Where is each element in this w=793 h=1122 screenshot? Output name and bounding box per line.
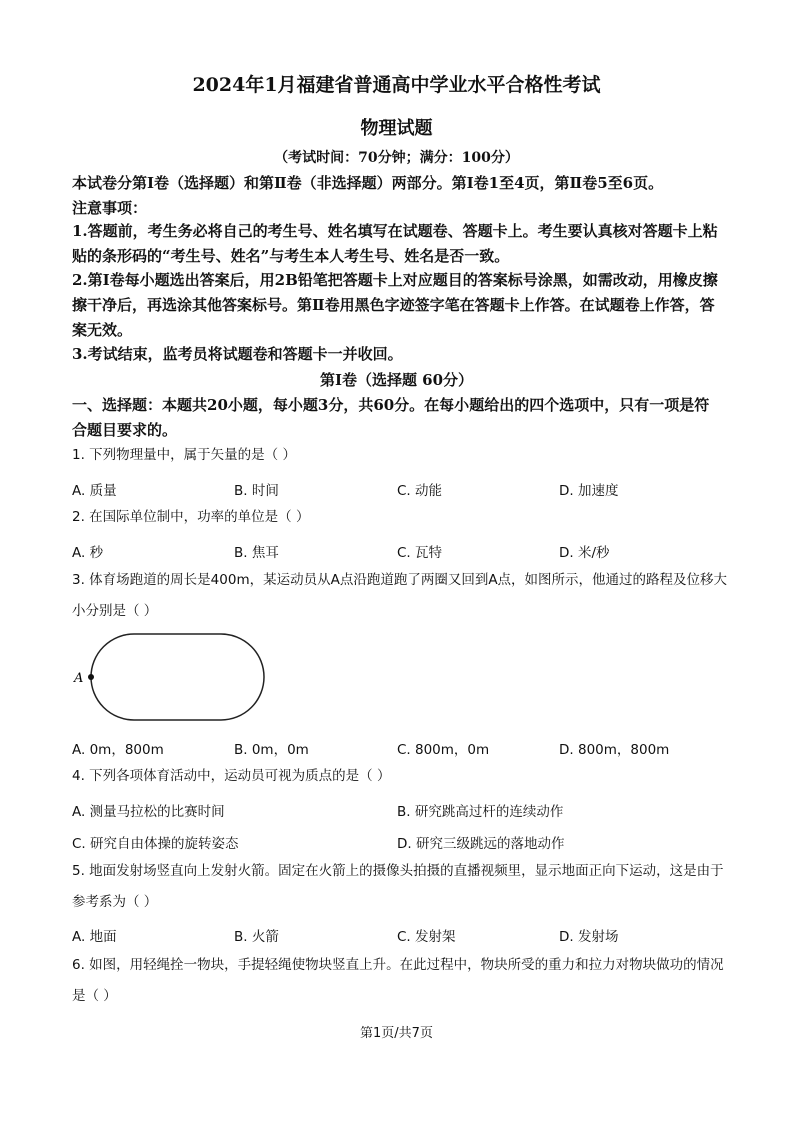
question-2-option-b[interactable]: B. 焦耳	[234, 545, 279, 561]
question-4-option-d[interactable]: D. 研究三级跳远的落地动作	[397, 836, 565, 852]
question-1-option-c[interactable]: C. 动能	[397, 483, 443, 499]
question-3-stem: 3. 体育场跑道的周长是400m，某运动员从A点沿跑道跑了两圈又回到A点，如图所示，他通过的路程及位移大小分别是（ ）	[72, 572, 728, 619]
question-4-option-c[interactable]: C. 研究自由体操的旋转姿态	[72, 836, 239, 852]
page-number: 第1页/共7页	[360, 1026, 433, 1041]
question-3-option-c[interactable]: C. 800m，0m	[397, 742, 490, 758]
question-2-option-a[interactable]: A. 秒	[72, 545, 104, 561]
subject-title: 物理试题	[360, 118, 433, 139]
running-track-figure	[70, 630, 270, 724]
point-a-marker	[88, 674, 94, 680]
notice-heading: 注意事项：	[72, 199, 148, 217]
question-5-option-a[interactable]: A. 地面	[72, 929, 117, 945]
question-2-stem: 2. 在国际单位制中，功率的单位是（ ）	[72, 509, 310, 525]
instruction-item-3: 3.考试结束，监考员将试题卷和答题卡一并收回。	[72, 345, 403, 363]
question-3-option-b[interactable]: B. 0m，0m	[234, 742, 309, 758]
question-5-option-b[interactable]: B. 火箭	[234, 929, 279, 945]
question-4-stem: 4. 下列各项体育活动中，运动员可视为质点的是（ ）	[72, 768, 391, 784]
question-4-option-a[interactable]: A. 测量马拉松的比赛时间	[72, 804, 225, 820]
question-2-option-c[interactable]: C. 瓦特	[397, 545, 443, 561]
question-1-option-d[interactable]: D. 加速度	[559, 483, 619, 499]
section-description: 一、选择题：本题共20小题，每小题3分，共60分。在每小题给出的四个选项中，只有一项是符合题目要求的。	[72, 396, 710, 439]
question-4-option-b[interactable]: B. 研究跳高过杆的连续动作	[397, 804, 564, 820]
exam-title: 2024年1月福建省普通高中学业水平合格性考试	[192, 74, 601, 96]
question-3-option-a[interactable]: A. 0m，800m	[72, 742, 164, 758]
exam-info: （考试时间：70分钟；满分：100分）	[274, 150, 519, 166]
running-track	[91, 634, 264, 720]
point-a-label: A	[74, 671, 84, 686]
question-5-stem: 5. 地面发射场竖直向上发射火箭。固定在火箭上的摄像头拍摄的直播视频里，显示地面正向下运动，这是由于参考系为（ ）	[72, 863, 724, 910]
instruction-item-1: 1.答题前，考生务必将自己的考生号、姓名填写在试题卷、答题卡上。考生要认真核对答题卡上粘贴的条形码的“考生号、姓名”与考生本人考生号、姓名是否一致。	[72, 222, 718, 265]
question-5-option-d[interactable]: D. 发射场	[559, 929, 619, 945]
question-1-option-a[interactable]: A. 质量	[72, 483, 117, 499]
question-5-option-c[interactable]: C. 发射架	[397, 929, 456, 945]
question-2-option-d[interactable]: D. 米/秒	[559, 545, 610, 561]
instruction-item-2: 2.第Ⅰ卷每小题选出答案后，用2B铅笔把答题卡上对应题目的答案标号涂黑，如需改动，用橡皮擦擦干净后，再选涂其他答案标号。第Ⅱ卷用黑色字迹签字笔在答题卡上作答。在试题卷上作答，答案无效。	[72, 271, 718, 339]
intro-text: 本试卷分第Ⅰ卷（选择题）和第Ⅱ卷（非选择题）两部分。第Ⅰ卷1至4页，第Ⅱ卷5至6页。	[72, 174, 664, 192]
section-title: 第Ⅰ卷（选择题 60分）	[319, 371, 474, 389]
question-6-stem: 6. 如图，用轻绳拴一物块，手提轻绳使物块竖直上升。在此过程中，物块所受的重力和拉力对物块做功的情况是（ ）	[72, 957, 724, 1004]
question-1-stem: 1. 下列物理量中，属于矢量的是（ ）	[72, 447, 296, 463]
question-3-option-d[interactable]: D. 800m，800m	[559, 742, 670, 758]
question-1-option-b[interactable]: B. 时间	[234, 483, 279, 499]
